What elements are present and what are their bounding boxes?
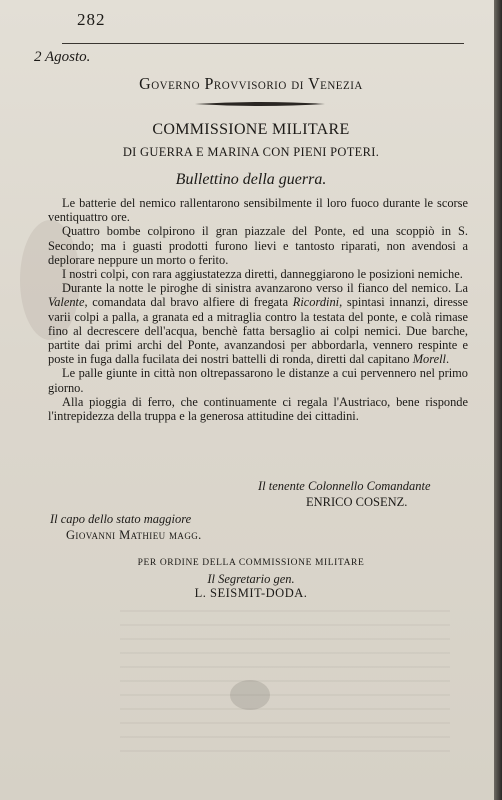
page-number: 282 (77, 10, 106, 29)
italic-name: Morell (412, 352, 446, 367)
paragraph-text: Le batterie del nemico rallentarono sensibilmente il loro fuoco durante le scorse ventiquattro ore. (48, 196, 468, 225)
commander-name: ENRICO COSENZ. (306, 495, 408, 509)
paragraph-text: I nostri colpi, con rara aggiustatezza diretti, danneggiarono le posizioni nemiche. (62, 267, 463, 282)
ornamental-rule (195, 100, 325, 108)
header-rule (62, 43, 464, 44)
paragraph-text: , comandata dal bravo alfiere di fregata (84, 295, 293, 310)
paragraph-text: . (446, 352, 450, 367)
paragraph-text: Alla pioggia di ferro, che continuamente ci regala l'Austriaco, bene risponde l'intrepidezza della truppa e la generosa attitudine dei cittadini. (48, 394, 468, 424)
bulletin-body (48, 196, 468, 423)
secretary-role: Il Segretario gen. (207, 572, 295, 586)
paragraph-text: , spintasi innanzi, diresse varii colpi a palla, a granata ed a mitraglia contro la testata del ponte, e colà rimase fino al decrescere dell'acqua, benchè fatta bersaglio ai colpi nemici. Due barche, partite dai primi archi del Ponte, avanzandosi per abbordarla, vennero respinte e poste in fuga dalla fucilata dei nostri battelli di ronda, diretti dal capitano (48, 295, 468, 367)
bulletin-date: 2 Agosto. (34, 49, 91, 65)
commission-title: COMMISSIONE MILITARE (152, 121, 350, 138)
body-paragraph (48, 196, 468, 224)
commission-subtitle: DI GUERRA E MARINA CON PIENI POTERI. (122, 145, 380, 159)
chief-of-staff-name: Giovanni Mathieu magg. (66, 528, 202, 542)
ink-bleed-through (120, 610, 450, 760)
government-title: Governo Provvisorio di Venezia (139, 75, 363, 94)
body-paragraph (48, 224, 468, 267)
body-paragraph (48, 281, 468, 366)
paragraph-text: Durante la notte le piroghe di sinistra avanzarono verso il fianco del nemico. La (62, 281, 468, 296)
bulletin-title: Bullettino della guerra. (175, 171, 327, 188)
italic-name: Valente (48, 295, 85, 310)
signature-commander (258, 478, 431, 510)
body-paragraph (48, 267, 468, 281)
paragraph-text: Le palle giunte in città non oltrepassarono le distanze a cui pervennero nel primo giorno. (48, 366, 468, 395)
commander-role: Il tenente Colonnello Comandante (258, 479, 431, 493)
body-paragraph (48, 366, 468, 394)
book-spine-edge (494, 0, 502, 800)
secretary-name: L. SEISMIT-DODA. (194, 586, 308, 600)
chief-of-staff-role: Il capo dello stato maggiore (50, 512, 192, 526)
order-line: PER ORDINE DELLA COMMISSIONE MILITARE (137, 558, 365, 568)
body-paragraph (48, 395, 468, 423)
paragraph-text: Quattro bombe colpirono il gran piazzale del Ponte, ed una scoppiò in S. Secondo; ma i guasti prodotti furono lievi e tantosto riparati, non avendosi a deplorare neppure un morto o ferito. (48, 224, 468, 267)
signature-chief-of-staff (50, 511, 202, 543)
italic-name: Ricordini (292, 295, 340, 310)
